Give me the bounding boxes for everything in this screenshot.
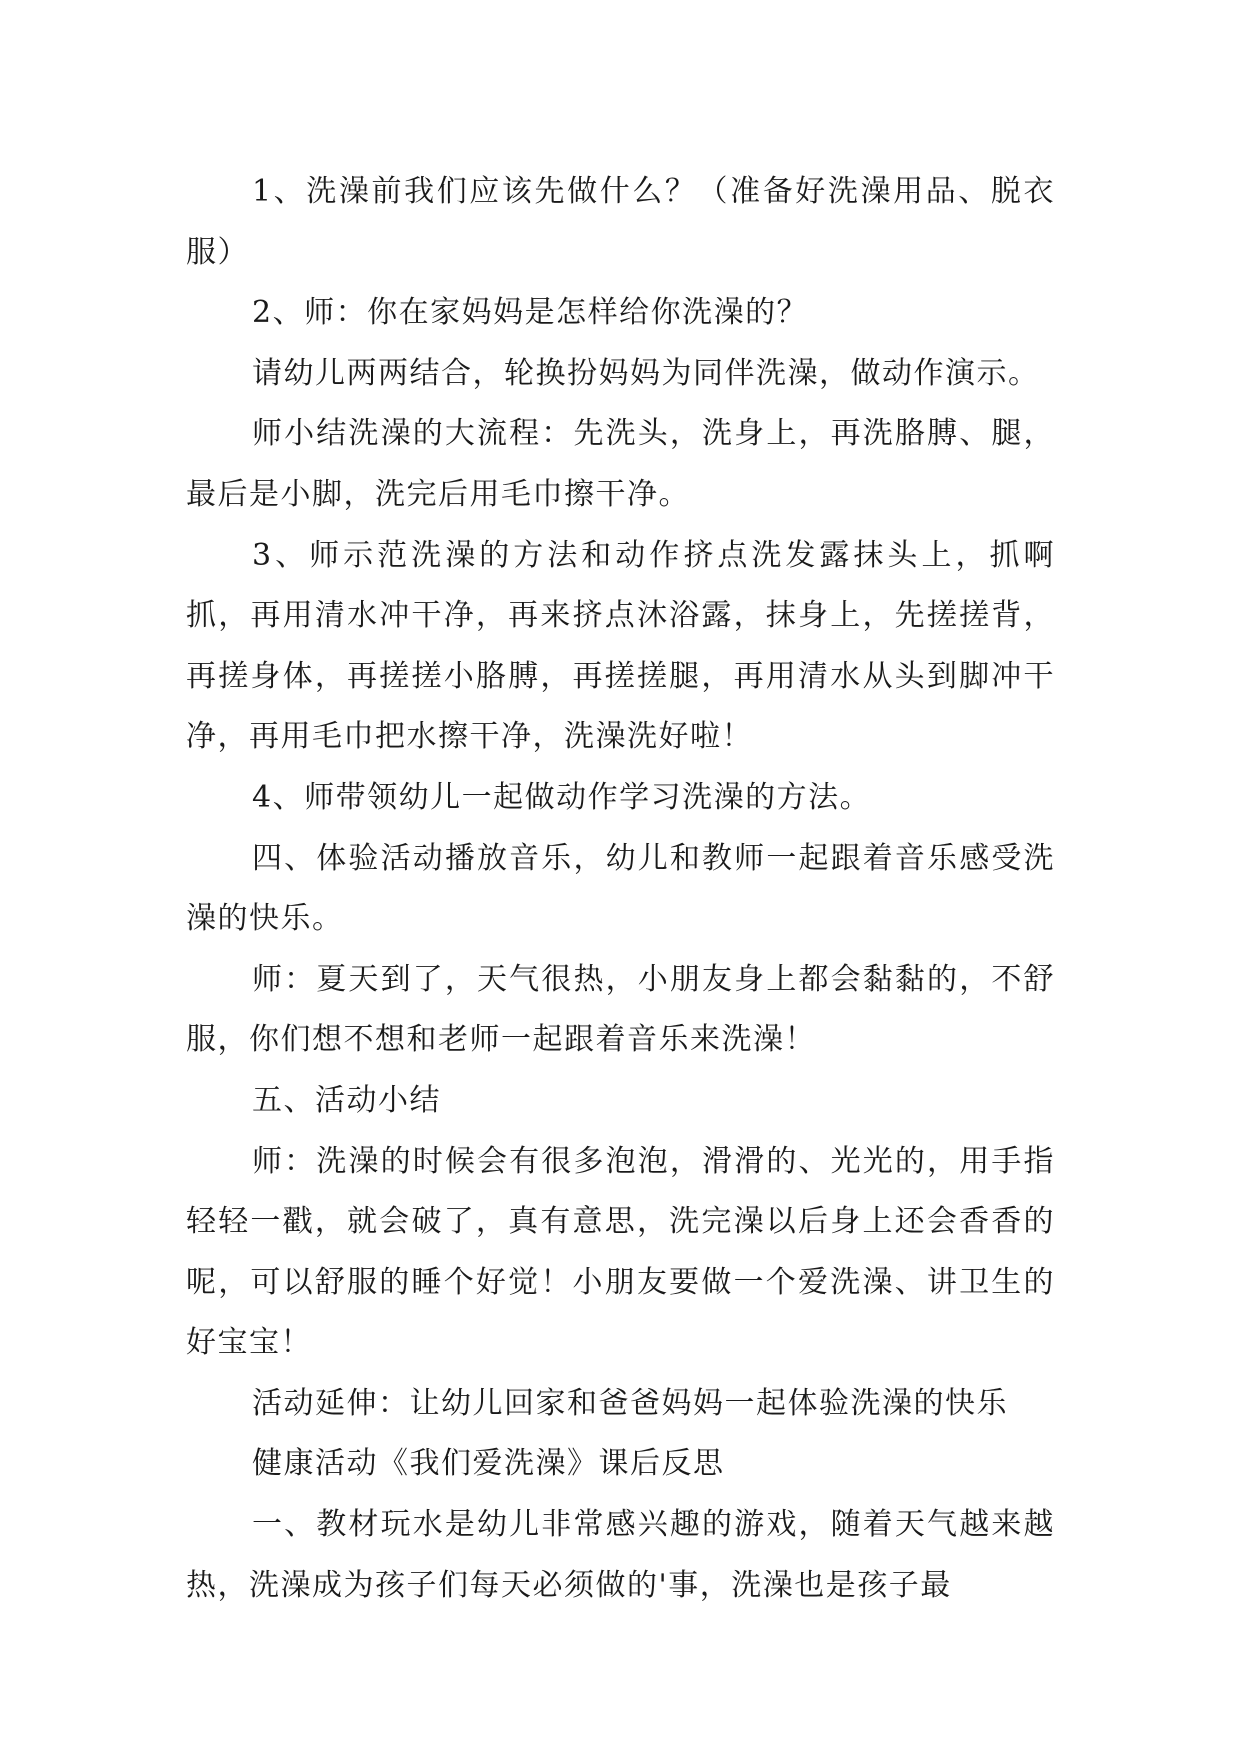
reflection-title: 健康活动《我们爱洗澡》课后反思 (252, 1446, 725, 1482)
paragraph-1: 1、洗澡前我们应该先做什么？（准备好洗澡用品、脱衣服） (186, 174, 1055, 270)
paragraph-11: 活动延伸：让幼儿回家和爸爸妈妈一起体验洗澡的快乐 (252, 1385, 1008, 1421)
paragraph-13: 一、教材玩水是幼儿非常感兴趣的游戏，随着天气越来越热，洗澡成为孩子们每天必须做的'事，洗澡也是孩子最 (186, 1507, 1055, 1603)
paragraph-4: 师小结洗澡的大流程：先洗头，洗身上，再洗胳膊、腿，最后是小脚，洗完后用毛巾擦干净。 (186, 416, 1055, 512)
paragraph-3: 请幼儿两两结合，轮换扮妈妈为同伴洗澡，做动作演示。 (252, 355, 1040, 391)
paragraph-6: 4、师带领幼儿一起做动作学习洗澡的方法。 (252, 779, 872, 815)
paragraph-8: 师：夏天到了，天气很热，小朋友身上都会黏黏的，不舒服，你们想不想和老师一起跟着音乐来洗澡！ (186, 961, 1055, 1058)
paragraph-5: 3、师示范洗澡的方法和动作挤点洗发露抹头上，抓啊抓，再用清水冲干净，再来挤点沐浴露，抹身上，先搓搓背，再搓身体，再搓搓小胳膊，再搓搓腿，再用清水从头到脚冲干净，再用毛巾把水擦干净，洗澡洗好啦！ (186, 537, 1055, 755)
document-page (186, 162, 1055, 1616)
paragraph-7: 四、体验活动播放音乐，幼儿和教师一起跟着音乐感受洗澡的快乐。 (186, 840, 1055, 937)
paragraph-2: 2、师：你在家妈妈是怎样给你洗澡的？ (252, 295, 809, 331)
section-heading: 五、活动小结 (252, 1082, 441, 1118)
paragraph-10: 师：洗澡的时候会有很多泡泡，滑滑的、光光的，用手指轻轻一戳，就会破了，真有意思，洗完澡以后身上还会香香的呢，可以舒服的睡个好觉！小朋友要做一个爱洗澡、讲卫生的好宝宝！ (186, 1143, 1055, 1361)
